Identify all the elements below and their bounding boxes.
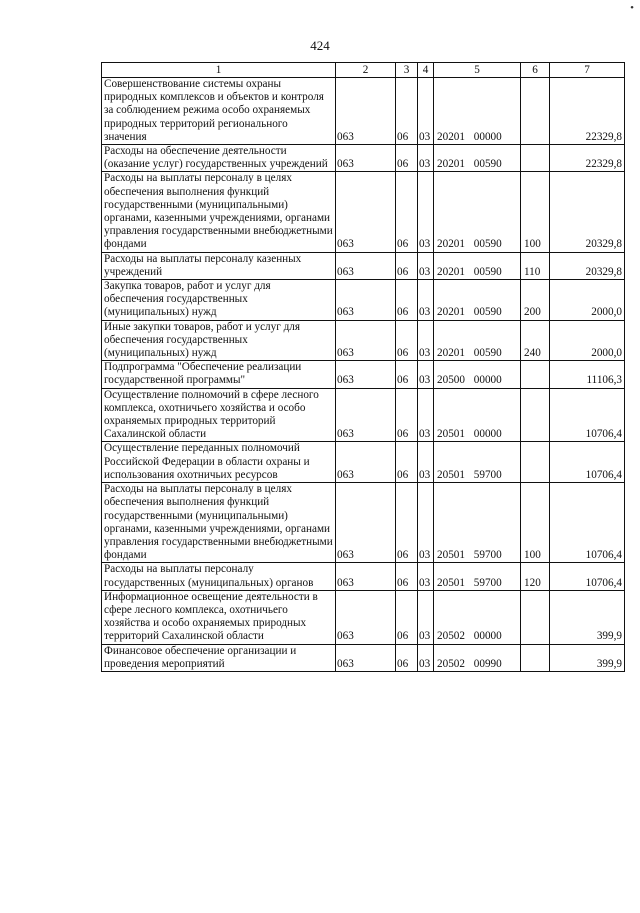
row-target-cell: 20501 59700 bbox=[434, 442, 521, 483]
row-section-cell: 06 bbox=[396, 280, 418, 321]
row-target-cell: 20201 00590 bbox=[434, 145, 521, 172]
row-amount-cell: 2000,0 bbox=[550, 320, 625, 361]
row-amount-cell: 399,9 bbox=[550, 590, 625, 644]
row-ministry-cell: 063 bbox=[336, 483, 396, 563]
row-amount-cell: 10706,4 bbox=[550, 563, 625, 590]
table-row bbox=[102, 320, 625, 361]
row-target-cell: 20502 00990 bbox=[434, 644, 521, 671]
table-row bbox=[102, 280, 625, 321]
row-target-cell: 20201 00590 bbox=[434, 320, 521, 361]
row-expense-type-cell: 200 bbox=[521, 280, 550, 321]
row-name-cell: Информационное освещение деятельности в сфере лесного комплекса, охотничьего хозяйства и особо охраняемых природных территорий Сахалинской области bbox=[102, 590, 336, 644]
row-amount-cell: 20329,8 bbox=[550, 252, 625, 279]
header-col-7: 7 bbox=[550, 63, 625, 78]
row-subsection-cell: 03 bbox=[418, 280, 434, 321]
row-target-cell: 20502 00000 bbox=[434, 590, 521, 644]
table-row bbox=[102, 388, 625, 442]
row-expense-type-cell bbox=[521, 78, 550, 145]
row-subsection-cell: 03 bbox=[418, 388, 434, 442]
row-expense-type-cell bbox=[521, 145, 550, 172]
row-target-cell: 20201 00590 bbox=[434, 252, 521, 279]
row-name-cell: Расходы на выплаты персоналу в целях обеспечения выполнения функций государственными (муниципальными) органами, казенными учреждениями, органами управления государственными внебюджетными фондами bbox=[102, 483, 336, 563]
row-amount-cell: 22329,8 bbox=[550, 78, 625, 145]
row-ministry-cell: 063 bbox=[336, 644, 396, 671]
row-name-cell: Закупка товаров, работ и услуг для обеспечения государственных (муниципальных) нужд bbox=[102, 280, 336, 321]
row-subsection-cell: 03 bbox=[418, 442, 434, 483]
row-expense-type-cell bbox=[521, 388, 550, 442]
table-row bbox=[102, 145, 625, 172]
header-col-1: 1 bbox=[102, 63, 336, 78]
row-section-cell: 06 bbox=[396, 172, 418, 252]
row-amount-cell: 10706,4 bbox=[550, 388, 625, 442]
row-subsection-cell: 03 bbox=[418, 320, 434, 361]
row-target-cell: 20501 59700 bbox=[434, 483, 521, 563]
table-row bbox=[102, 442, 625, 483]
row-ministry-cell: 063 bbox=[336, 78, 396, 145]
row-expense-type-cell bbox=[521, 361, 550, 388]
row-target-cell: 20201 00000 bbox=[434, 78, 521, 145]
row-ministry-cell: 063 bbox=[336, 442, 396, 483]
row-name-cell: Осуществление переданных полномочий Российской Федерации в области охраны и использования охотничьих ресурсов bbox=[102, 442, 336, 483]
row-subsection-cell: 03 bbox=[418, 590, 434, 644]
row-name-cell: Подпрограмма "Обеспечение реализации государственной программы" bbox=[102, 361, 336, 388]
row-section-cell: 06 bbox=[396, 644, 418, 671]
row-section-cell: 06 bbox=[396, 563, 418, 590]
row-section-cell: 06 bbox=[396, 252, 418, 279]
row-expense-type-cell bbox=[521, 644, 550, 671]
row-amount-cell: 11106,3 bbox=[550, 361, 625, 388]
row-ministry-cell: 063 bbox=[336, 172, 396, 252]
row-target-cell: 20501 00000 bbox=[434, 388, 521, 442]
row-subsection-cell: 03 bbox=[418, 563, 434, 590]
table-row bbox=[102, 644, 625, 671]
row-ministry-cell: 063 bbox=[336, 361, 396, 388]
row-amount-cell: 399,9 bbox=[550, 644, 625, 671]
row-name-cell: Расходы на выплаты персоналу в целях обеспечения выполнения функций государственными (муниципальными) органами, казенными учреждениями, органами управления государственными внебюджетными фондами bbox=[102, 172, 336, 252]
header-row bbox=[102, 63, 625, 78]
row-target-cell: 20201 00590 bbox=[434, 172, 521, 252]
row-subsection-cell: 03 bbox=[418, 78, 434, 145]
row-ministry-cell: 063 bbox=[336, 563, 396, 590]
row-subsection-cell: 03 bbox=[418, 172, 434, 252]
row-subsection-cell: 03 bbox=[418, 252, 434, 279]
row-section-cell: 06 bbox=[396, 483, 418, 563]
row-name-cell: Совершенствование системы охраны природных комплексов и объектов и контроля за соблюдением режима особо охраняемых природных территорий регионального значения bbox=[102, 78, 336, 145]
row-ministry-cell: 063 bbox=[336, 145, 396, 172]
row-target-cell: 20500 00000 bbox=[434, 361, 521, 388]
table-row bbox=[102, 361, 625, 388]
row-target-cell: 20201 00590 bbox=[434, 280, 521, 321]
row-expense-type-cell: 100 bbox=[521, 483, 550, 563]
row-target-cell: 20501 59700 bbox=[434, 563, 521, 590]
table-row bbox=[102, 483, 625, 563]
row-ministry-cell: 063 bbox=[336, 252, 396, 279]
row-section-cell: 06 bbox=[396, 590, 418, 644]
table-body bbox=[102, 78, 625, 672]
row-expense-type-cell: 240 bbox=[521, 320, 550, 361]
row-expense-type-cell: 110 bbox=[521, 252, 550, 279]
table-row bbox=[102, 78, 625, 145]
row-name-cell: Расходы на выплаты персоналу государственных (муниципальных) органов bbox=[102, 563, 336, 590]
row-section-cell: 06 bbox=[396, 388, 418, 442]
budget-table bbox=[101, 62, 625, 672]
row-expense-type-cell bbox=[521, 590, 550, 644]
row-ministry-cell: 063 bbox=[336, 590, 396, 644]
header-col-2: 2 bbox=[336, 63, 396, 78]
row-name-cell: Финансовое обеспечение организации и проведения мероприятий bbox=[102, 644, 336, 671]
row-name-cell: Расходы на обеспечение деятельности (оказание услуг) государственных учреждений bbox=[102, 145, 336, 172]
header-col-6: 6 bbox=[521, 63, 550, 78]
row-amount-cell: 20329,8 bbox=[550, 172, 625, 252]
row-expense-type-cell bbox=[521, 442, 550, 483]
row-subsection-cell: 03 bbox=[418, 644, 434, 671]
row-expense-type-cell: 120 bbox=[521, 563, 550, 590]
page-number: 424 bbox=[310, 38, 330, 53]
row-amount-cell: 10706,4 bbox=[550, 442, 625, 483]
row-amount-cell: 2000,0 bbox=[550, 280, 625, 321]
row-section-cell: 06 bbox=[396, 78, 418, 145]
row-subsection-cell: 03 bbox=[418, 145, 434, 172]
row-section-cell: 06 bbox=[396, 442, 418, 483]
row-name-cell: Расходы на выплаты персоналу казенных учреждений bbox=[102, 252, 336, 279]
corner-mark: • bbox=[630, 2, 634, 14]
row-ministry-cell: 063 bbox=[336, 280, 396, 321]
row-name-cell: Осуществление полномочий в сфере лесного комплекса, охотничьего хозяйства и особо охраняемых природных территорий Сахалинской области bbox=[102, 388, 336, 442]
table-row bbox=[102, 172, 625, 252]
row-expense-type-cell: 100 bbox=[521, 172, 550, 252]
row-amount-cell: 22329,8 bbox=[550, 145, 625, 172]
table-row bbox=[102, 252, 625, 279]
table-row bbox=[102, 590, 625, 644]
header-col-3: 3 bbox=[396, 63, 418, 78]
row-section-cell: 06 bbox=[396, 361, 418, 388]
row-section-cell: 06 bbox=[396, 145, 418, 172]
row-ministry-cell: 063 bbox=[336, 320, 396, 361]
row-section-cell: 06 bbox=[396, 320, 418, 361]
table-row bbox=[102, 563, 625, 590]
row-ministry-cell: 063 bbox=[336, 388, 396, 442]
row-name-cell: Иные закупки товаров, работ и услуг для обеспечения государственных (муниципальных) нужд bbox=[102, 320, 336, 361]
header-col-5: 5 bbox=[434, 63, 521, 78]
header-col-4: 4 bbox=[418, 63, 434, 78]
row-subsection-cell: 03 bbox=[418, 483, 434, 563]
row-subsection-cell: 03 bbox=[418, 361, 434, 388]
row-amount-cell: 10706,4 bbox=[550, 483, 625, 563]
